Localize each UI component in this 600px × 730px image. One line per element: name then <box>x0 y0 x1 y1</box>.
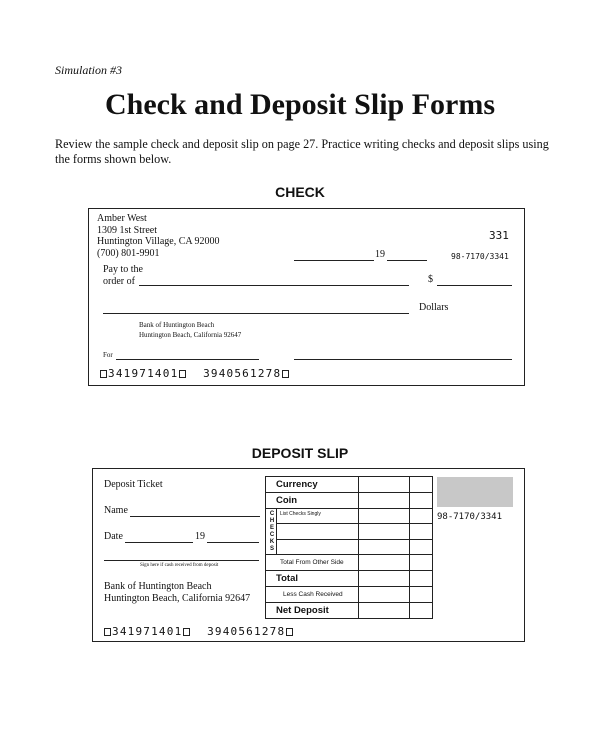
written-amount-line[interactable] <box>103 313 409 314</box>
currency-cents-cell[interactable] <box>409 476 433 493</box>
date-line-left[interactable] <box>294 260 374 261</box>
bank-name: Bank of Huntington Beach <box>139 321 215 329</box>
simulation-label: Simulation #3 <box>55 63 123 77</box>
page-title: Check and Deposit Slip Forms <box>104 88 496 121</box>
micr-on-us-symbol <box>282 370 289 378</box>
total-dollars-cell[interactable] <box>358 570 410 587</box>
coin-label-cell <box>265 492 359 509</box>
deposit-form <box>92 468 525 642</box>
total-other-side-cents-cell[interactable] <box>409 554 433 571</box>
holder-name: Amber West <box>97 213 147 224</box>
deposit-micr-routing: 341971401 <box>112 625 183 638</box>
account-holder <box>97 213 220 259</box>
checks-vertical-label: CHECKS <box>269 511 275 552</box>
total-other-side-label-cell <box>265 554 359 571</box>
deposit-bank-info <box>104 581 250 605</box>
memo-line[interactable] <box>116 359 259 360</box>
check-2-dollars-cell[interactable] <box>358 523 410 540</box>
date-year-prefix: 19 <box>375 249 385 260</box>
check-1-cents-cell[interactable] <box>409 508 433 524</box>
currency-dollars-cell[interactable] <box>358 476 410 493</box>
less-cash-label: Less Cash Received <box>283 591 343 598</box>
deposit-bank-address: Huntington Beach, California 92647 <box>104 593 251 604</box>
deposit-name-label: Name <box>104 505 128 516</box>
bank-address: Huntington Beach, California 92647 <box>139 331 242 339</box>
check-heading: CHECK <box>275 184 325 200</box>
deposit-bank-name: Bank of Huntington Beach <box>104 581 212 592</box>
currency-label-cell <box>265 476 359 493</box>
holder-address-1: 1309 1st Street <box>97 224 157 236</box>
micr-transit-symbol <box>100 370 107 378</box>
pay-to-label <box>103 264 143 288</box>
payee-line[interactable] <box>139 285 409 286</box>
micr-account: 3940561278 <box>203 367 282 380</box>
check-form <box>88 208 525 386</box>
date-line-right[interactable] <box>387 260 427 261</box>
deposit-date-line-right[interactable] <box>207 542 259 543</box>
routing-fraction: 98-7170/3341 <box>451 252 509 261</box>
deposit-micr-on-us-symbol <box>286 628 293 636</box>
total-label: Total <box>276 573 298 584</box>
less-cash-label-cell <box>265 586 359 603</box>
less-cash-dollars-cell[interactable] <box>358 586 410 603</box>
holder-phone: (700) 801-9901 <box>97 247 160 259</box>
sign-note: Sign here if cash received from deposit <box>140 563 219 568</box>
dollar-sign: $ <box>428 274 433 285</box>
total-cents-cell[interactable] <box>409 570 433 587</box>
net-deposit-cents-cell[interactable] <box>409 602 433 619</box>
net-deposit-label: Net Deposit <box>276 605 329 616</box>
list-checks-label: List Checks Singly <box>280 511 321 517</box>
for-label: For <box>103 351 113 359</box>
bank-info <box>139 320 241 340</box>
currency-label: Currency <box>276 479 318 490</box>
pay-to-line-1: Pay to the <box>103 264 143 275</box>
deposit-micr-transit-symbol-end <box>183 628 190 636</box>
deposit-micr-transit-symbol <box>104 628 111 636</box>
less-cash-cents-cell[interactable] <box>409 586 433 603</box>
deposit-micr-line <box>103 625 294 638</box>
dollars-label: Dollars <box>419 302 449 313</box>
check-entry-2-cell[interactable] <box>276 523 359 540</box>
deposit-date-year-prefix: 19 <box>195 531 205 542</box>
total-other-side-label: Total From Other Side <box>280 559 344 566</box>
deposit-routing-fraction: 98-7170/3341 <box>437 512 503 522</box>
amount-line[interactable] <box>437 285 512 286</box>
total-other-side-dollars-cell[interactable] <box>358 554 410 571</box>
deposit-micr-account: 3940561278 <box>207 625 286 638</box>
deposit-date-line-left[interactable] <box>125 542 193 543</box>
micr-routing: 341971401 <box>108 367 179 380</box>
list-checks-cell[interactable] <box>276 508 359 524</box>
net-deposit-dollars-cell[interactable] <box>358 602 410 619</box>
net-deposit-label-cell <box>265 602 359 619</box>
holder-address-2: Huntington Village, CA 92000 <box>97 236 220 247</box>
intro-text: Review the sample check and deposit slip on page 27. Practice writing checks and deposit slips using the forms shown below. <box>55 137 549 166</box>
gray-stamp-box <box>437 477 513 507</box>
deposit-signature-line[interactable] <box>104 560 259 561</box>
check-2-cents-cell[interactable] <box>409 523 433 540</box>
pay-to-line-2: order of <box>103 276 135 287</box>
deposit-date-label: Date <box>104 531 123 542</box>
micr-transit-symbol-end <box>179 370 186 378</box>
signature-line[interactable] <box>294 359 512 360</box>
check-3-dollars-cell[interactable] <box>358 539 410 555</box>
micr-line <box>99 367 290 380</box>
check-3-cents-cell[interactable] <box>409 539 433 555</box>
check-1-dollars-cell[interactable] <box>358 508 410 524</box>
deposit-name-line[interactable] <box>130 516 260 517</box>
check-number: 331 <box>489 229 509 242</box>
deposit-ticket-label: Deposit Ticket <box>104 479 163 490</box>
coin-dollars-cell[interactable] <box>358 492 410 509</box>
deposit-heading: DEPOSIT SLIP <box>251 445 349 461</box>
coin-label: Coin <box>276 495 298 506</box>
total-label-cell <box>265 570 359 587</box>
check-entry-3-cell[interactable] <box>276 539 359 555</box>
coin-cents-cell[interactable] <box>409 492 433 509</box>
